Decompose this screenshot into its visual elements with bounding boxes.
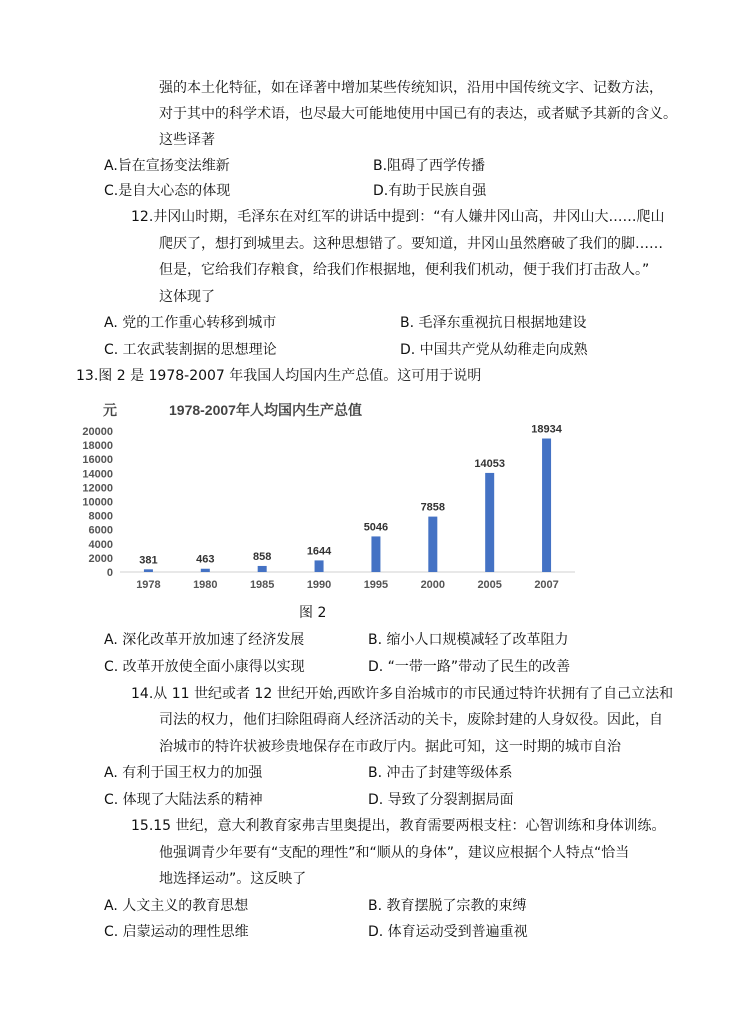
chart-title: 1978-2007年人均国内生产总值 xyxy=(169,402,362,418)
q12-stem-line: 但是，它给我们存粮食，给我们作根据地，便利我们机动，便于我们打击敌人。” xyxy=(159,262,650,278)
q11-stem-line: 对于其中的科学术语，也尽最大可能地使用中国已有的表达，或者赋予其新的含义。 xyxy=(159,106,677,122)
bar-value-label: 7858 xyxy=(420,501,446,514)
q15-option-c: C. 启蒙运动的理性思维 xyxy=(104,924,249,940)
y-tick-label: 20000 xyxy=(82,426,113,438)
q12-stem-line: 这体现了 xyxy=(159,289,215,305)
bar-value-label: 381 xyxy=(139,554,158,567)
figure-caption: 图 2 xyxy=(299,605,327,621)
q11-stem-line: 强的本土化特征，如在译著中增加某些传统知识，沿用中国传统文字、记数方法， xyxy=(159,80,663,96)
q15-option-a: A. 人文主义的教育思想 xyxy=(104,898,249,914)
q14-option-d: D. 导致了分裂割据局面 xyxy=(368,792,514,808)
y-tick-label: 16000 xyxy=(82,454,113,467)
q15-option-b: B. 教育摆脱了宗教的束缚 xyxy=(368,898,527,914)
q12-option-a: A. 党的工作重心转移到城市 xyxy=(104,315,277,331)
q13-stem: 13.图 2 是 1978-2007 年我国人均国内生产总值。这可用于说明 xyxy=(76,368,482,384)
bar-1978 xyxy=(144,569,153,572)
x-tick-label: 2007 xyxy=(534,579,559,591)
q15-stem-line: 地选择运动”。这反映了 xyxy=(159,871,307,887)
bar-1985 xyxy=(258,566,267,572)
x-tick-label: 2000 xyxy=(420,579,446,591)
x-tick-label: 1985 xyxy=(249,579,275,591)
x-tick-label: 1978 xyxy=(136,579,161,591)
y-tick-label: 10000 xyxy=(82,496,113,509)
q13-option-b: B. 缩小人口规模减轻了改革阻力 xyxy=(368,632,569,648)
q11-option-a: A.旨在宣扬变法维新 xyxy=(104,158,230,174)
y-tick-label: 18000 xyxy=(82,440,113,453)
q15-option-d: D. 体育运动受到普遍重视 xyxy=(368,924,528,940)
bar-2007 xyxy=(542,439,551,572)
q13-option-a: A. 深化改革开放加速了经济发展 xyxy=(104,632,305,648)
bar-value-label: 18934 xyxy=(531,423,562,436)
q14-option-c: C. 体现了大陆法系的精神 xyxy=(104,792,263,808)
bar-value-label: 858 xyxy=(253,550,272,563)
q12-stem-line: 12.井冈山时期，毛泽东在对红军的讲话中提到：“有人嫌井冈山高，井冈山大……爬山 xyxy=(131,209,665,225)
y-tick-label: 4000 xyxy=(88,538,113,551)
q12-option-c: C. 工农武装割据的思想理论 xyxy=(104,342,277,358)
q14-stem-line: 司法的权力，他们扫除阻碍商人经济活动的关卡，废除封建的人身奴役。因此，自 xyxy=(159,712,663,728)
x-tick-label: 1990 xyxy=(306,579,332,591)
bar-value-label: 463 xyxy=(196,553,215,566)
bar-2000 xyxy=(428,517,437,572)
q11-option-b: B.阻碍了西学传播 xyxy=(373,158,486,174)
y-tick-label: 0 xyxy=(106,567,113,579)
x-tick-label: 1980 xyxy=(193,579,218,591)
q13-option-c: C. 改革开放使全面小康得以实现 xyxy=(104,659,305,675)
q12-option-b: B. 毛泽东重视抗日根据地建设 xyxy=(400,315,587,331)
q12-stem-line: 爬厌了，想打到城里去。这种思想错了。要知道，井冈山虽然磨破了我们的脚…… xyxy=(159,236,663,252)
q11-stem-line: 这些译著 xyxy=(159,132,215,148)
q11-option-d: D.有助于民族自强 xyxy=(373,183,487,199)
y-tick-label: 14000 xyxy=(82,468,113,481)
y-tick-label: 6000 xyxy=(88,524,113,537)
q12-option-d: D. 中国共产党从幼稚走向成熟 xyxy=(400,342,588,358)
q13-option-d: D. “一带一路”带动了民生的改善 xyxy=(368,659,571,675)
gdp-per-capita-chart xyxy=(75,395,585,600)
q14-option-a: A. 有利于国王权力的加强 xyxy=(104,765,263,781)
q11-option-c: C.是自大心态的体现 xyxy=(104,183,231,199)
q15-stem-line: 他强调青少年要有“支配的理性”和“顺从的身体”，建议应根据个人特点“恰当 xyxy=(159,845,630,861)
q14-option-b: B. 冲击了封建等级体系 xyxy=(368,765,513,781)
chart-ylabel: 元 xyxy=(103,402,117,418)
bar-value-label: 1644 xyxy=(306,545,332,558)
q14-stem-line: 14.从 11 世纪或者 12 世纪开始,西欧许多自治城市的市民通过特许状拥有了自己立法和 xyxy=(131,686,674,702)
x-tick-label: 2005 xyxy=(477,579,502,591)
q15-stem-line: 15.15 世纪，意大利教育家弗吉里奥提出，教育需要两根支柱：心智训练和身体训练。 xyxy=(131,818,666,834)
y-tick-label: 2000 xyxy=(88,552,113,565)
bar-value-label: 5046 xyxy=(363,521,389,534)
bar-1980 xyxy=(201,569,210,572)
bar-value-label: 14053 xyxy=(474,457,505,470)
bar-2005 xyxy=(485,473,494,572)
y-tick-label: 8000 xyxy=(88,510,113,523)
bar-1995 xyxy=(371,536,380,572)
x-tick-label: 1995 xyxy=(363,579,389,591)
bar-1990 xyxy=(315,560,324,572)
q14-stem-line: 治城市的特许状被珍贵地保存在市政厅内。据此可知，这一时期的城市自治 xyxy=(159,739,621,755)
y-tick-label: 12000 xyxy=(82,482,113,495)
